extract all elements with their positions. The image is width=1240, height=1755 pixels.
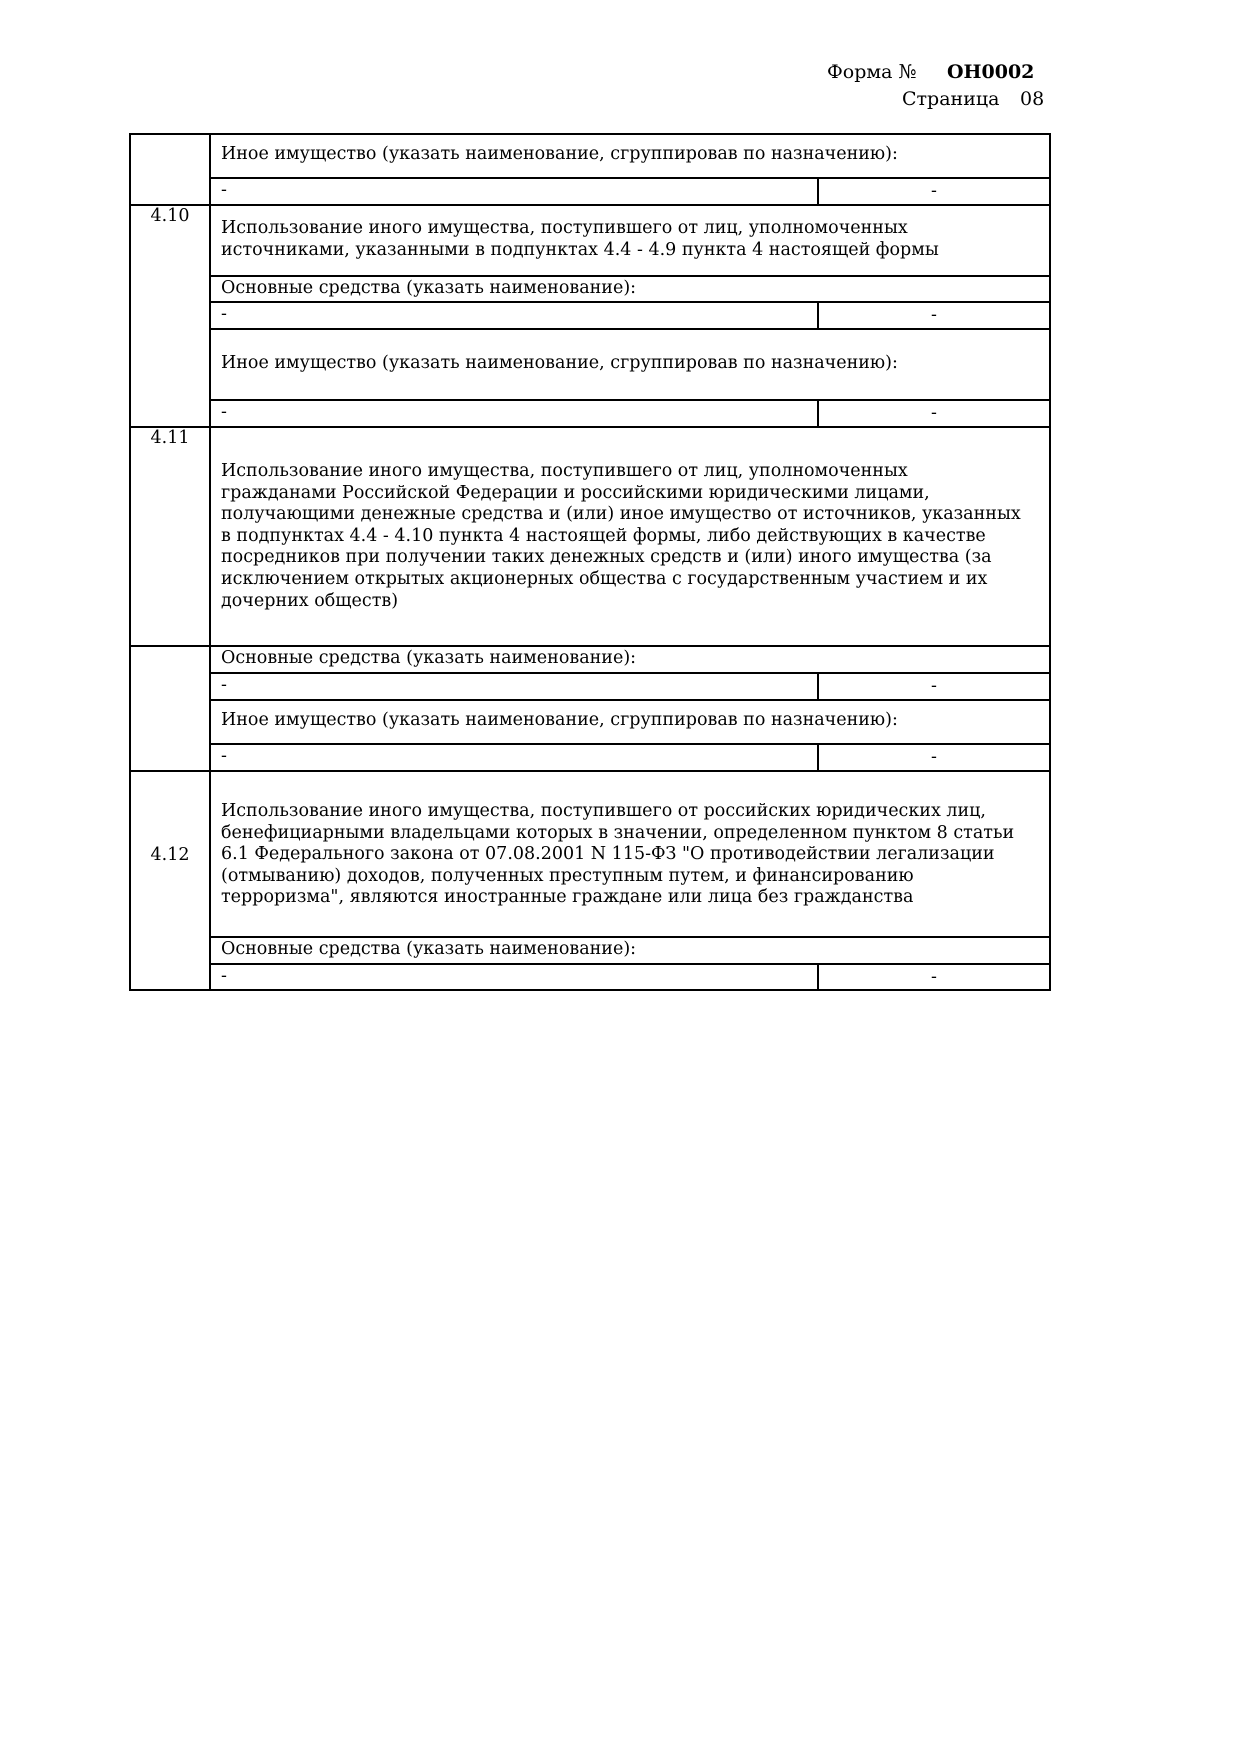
row-divider	[209, 963, 1051, 965]
value-right: -	[931, 747, 937, 767]
row-divider	[209, 275, 1051, 277]
fixed-assets-heading: Основные средства (указать наименование):	[221, 939, 637, 959]
page-label: Страница	[902, 88, 1000, 110]
form-label: Форма №	[827, 61, 917, 83]
section-title-line: посредников при получении таких денежных средств и (или) иного имущества (за	[221, 547, 992, 567]
section-title-line: Использование иного имущества, поступившего от лиц, уполномоченных	[221, 461, 908, 481]
other-property-heading: Иное имущество (указать наименование, сгруппировав по назначению):	[221, 353, 898, 373]
row-divider	[209, 743, 1051, 745]
section-title-line: Использование иного имущества, поступившего от российских юридических лиц,	[221, 801, 986, 821]
value-right: -	[931, 967, 937, 987]
other-property-heading: Иное имущество (указать наименование, сгруппировав по назначению):	[221, 710, 898, 730]
row-divider	[209, 936, 1051, 938]
value-left: -	[221, 966, 227, 986]
section-title-line: источниками, указанными в подпунктах 4.4 - 4.9 пункта 4 настоящей формы	[221, 240, 939, 260]
section-title-line: 6.1 Федерального закона от 07.08.2001 N 115-ФЗ "О противодействии легализации	[221, 844, 995, 864]
table-border-right	[1049, 133, 1051, 991]
value-left: -	[221, 402, 227, 422]
table-border-bottom	[129, 989, 1051, 991]
row-divider	[209, 672, 1051, 674]
value-left: -	[221, 746, 227, 766]
value-right: -	[931, 181, 937, 201]
section-number-4-10: 4.10	[150, 206, 190, 226]
row-divider	[209, 399, 1051, 401]
section-title-line: получающими денежные средства и (или) иное имущество от источников, указанных	[221, 504, 1021, 524]
value-left: -	[221, 304, 227, 324]
section-title-line: в подпунктах 4.4 - 4.10 пункта 4 настоящей формы, либо действующих в качестве	[221, 526, 986, 546]
other-property-heading: Иное имущество (указать наименование, сгруппировав по назначению):	[221, 144, 898, 164]
page-number: 08	[1020, 88, 1045, 110]
value-right: -	[931, 676, 937, 696]
section-number-4-11: 4.11	[150, 428, 190, 448]
table-border-top	[129, 133, 1051, 135]
form-number: ОН0002	[947, 61, 1035, 83]
fixed-assets-heading: Основные средства (указать наименование):	[221, 648, 637, 668]
section-title-line: бенефициарными владельцами которых в значении, определенном пунктом 8 статьи	[221, 823, 1015, 843]
row-divider	[209, 328, 1051, 330]
section-title-line: терроризма", являются иностранные граждане или лица без гражданства	[221, 887, 914, 907]
fixed-assets-heading: Основные средства (указать наименование):	[221, 278, 637, 298]
value-left: -	[221, 180, 227, 200]
section-title-line: (отмыванию) доходов, полученных преступным путем, и финансированию	[221, 866, 914, 886]
section-number-4-12: 4.12	[150, 845, 190, 865]
section-divider	[129, 770, 1051, 772]
section-divider	[129, 426, 1051, 428]
value-left: -	[221, 675, 227, 695]
section-title-line: гражданами Российской Федерации и российскими юридическими лицами,	[221, 483, 930, 503]
section-title-line: исключением открытых акционерных общества с государственным участием и их	[221, 569, 988, 589]
row-divider	[209, 177, 1051, 179]
section-divider	[129, 204, 1051, 206]
row-divider	[209, 699, 1051, 701]
value-right: -	[931, 305, 937, 325]
section-title-line: дочерних обществ)	[221, 591, 399, 611]
row-divider	[209, 301, 1051, 303]
section-title-line: Использование иного имущества, поступившего от лиц, уполномоченных	[221, 218, 908, 238]
value-right: -	[931, 403, 937, 423]
section-divider	[129, 645, 1051, 647]
